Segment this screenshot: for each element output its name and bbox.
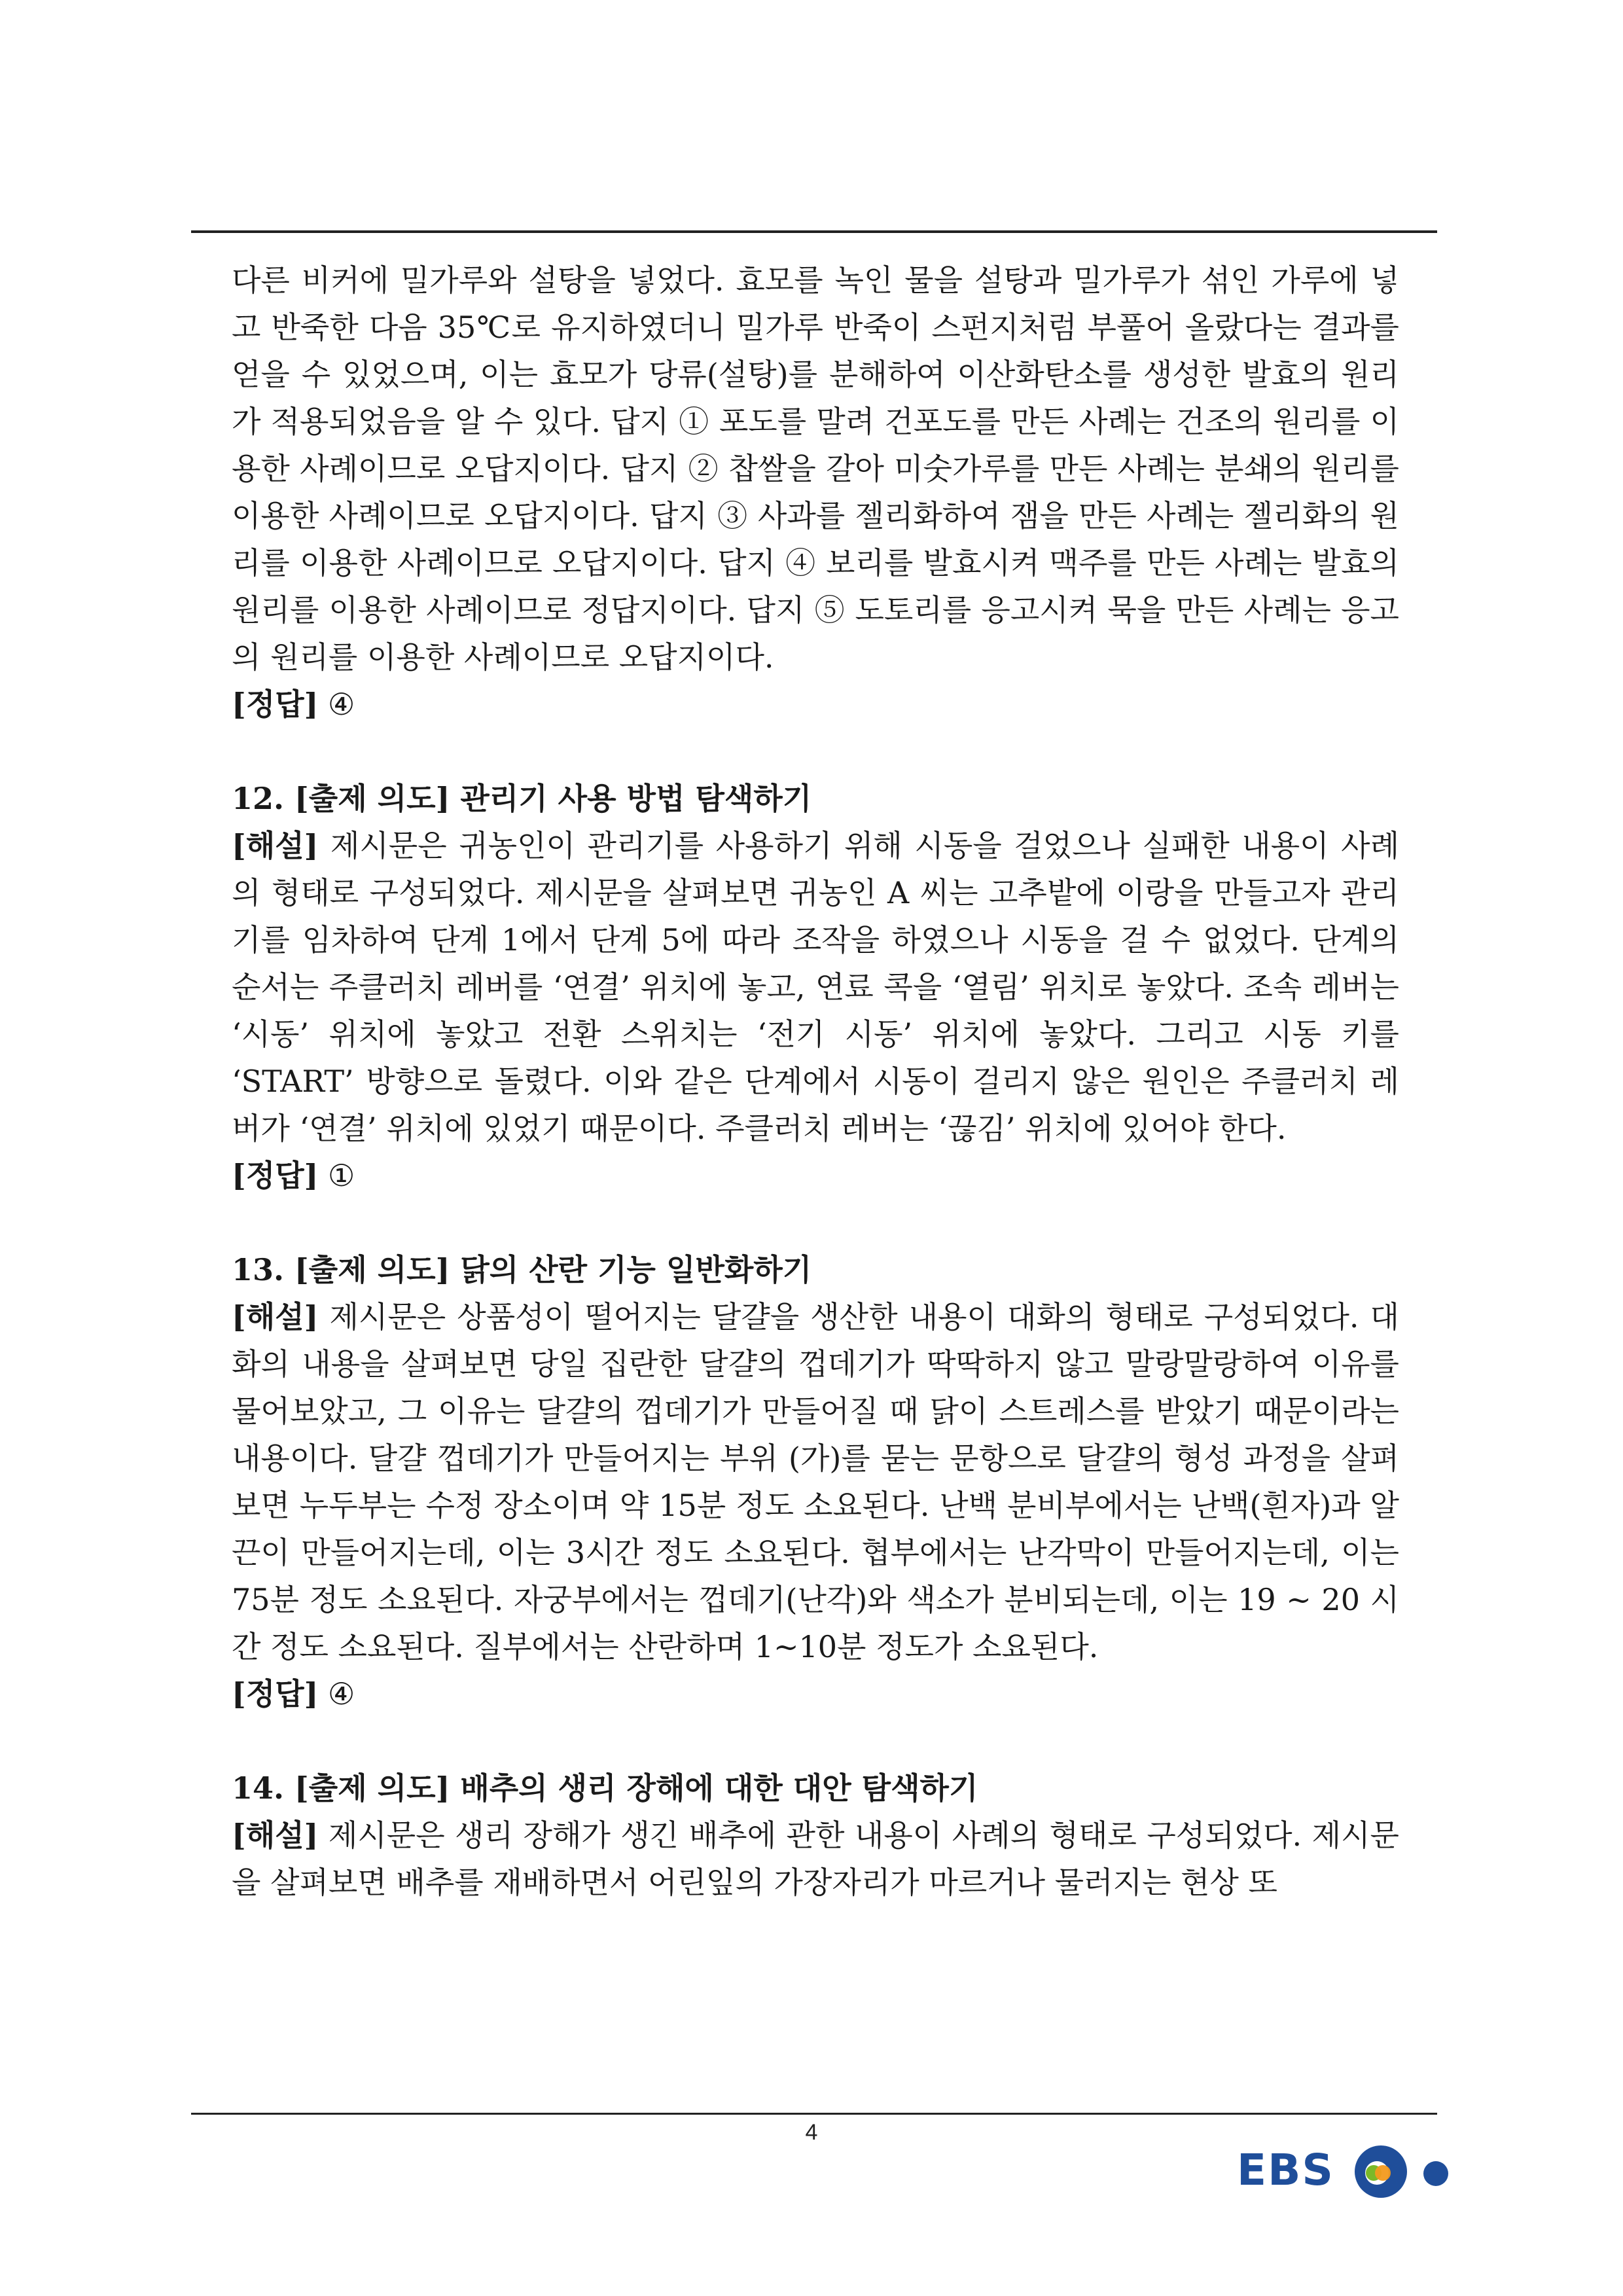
ebs-logo	[1237, 2135, 1453, 2207]
explain-text: 제시문은 상품성이 떨어지는 달걀을 생산한 내용이 대화의 형태로 구성되었다. 대화의 내용을 살펴보면 당일 집란한 달걀의 껍데기가 딱딱하지 않고 말랑말랑하여 이유를 물어보았고, 그 이유는 달걀의 껍데기가 만들어질 때 닭이 스트레스를 받았기 때문이라는 내용이다. 달걀 껍데기가 만들어지는 부위 (가)를 묻는 문항으로 달걀의 형성 과정을 살펴보면 누두부는 수정 장소이며 약 15분 정도 소요된다. 난백 분비부에서는 난백(흰자)과 알끈이 만들어지는데, 이는 3시간 정도 소요된다. 협부에서는 난각막이 만들어지는데, 이는 75분 정도 소요된다. 자궁부에서는 껍데기(난각)와 색소가 분비되는데, 이는 19 ~ 20 시간 정도 소요된다. 질부에서는 산란하며 1~10분 정도가 소요된다.	[232, 1299, 1399, 1664]
q11-answer	[232, 681, 1399, 728]
q12-title: 12. [출제 의도] 관리기 사용 방법 탐색하기	[232, 781, 812, 816]
answer-value: ④	[328, 1676, 355, 1712]
q12-answer	[232, 1152, 1399, 1199]
q12-explanation	[232, 822, 1399, 1152]
explain-label: [해설]	[232, 1818, 319, 1853]
answer-value: ④	[328, 687, 355, 722]
q13-answer	[232, 1670, 1399, 1717]
q14-title: 14. [출제 의도] 배추의 생리 장해에 대한 대안 탐색하기	[232, 1770, 978, 1806]
page-content	[232, 257, 1399, 1906]
header-rule	[191, 230, 1437, 233]
ebs-logo-icon	[1353, 2144, 1452, 2199]
answer-label: [정답]	[232, 1676, 319, 1712]
footer-rule	[191, 2113, 1437, 2115]
answer-label: [정답]	[232, 687, 319, 722]
q13-title: 13. [출제 의도] 닭의 산란 기능 일반화하기	[232, 1252, 812, 1287]
q11-explanation-continued: 다른 비커에 밀가루와 설탕을 넣었다. 효모를 녹인 물을 설탕과 밀가루가 섞인 가루에 넣고 반죽한 다음 35℃로 유지하였더니 밀가루 반죽이 스펀지처럼 부풀어 올랐다는 결과를 얻을 수 있었으며, 이는 효모가 당류(설탕)를 분해하여 이산화탄소를 생성한 발효의 원리가 적용되었음을 알 수 있다. 답지 ① 포도를 말려 건포도를 만든 사례는 건조의 원리를 이용한 사례이므로 오답지이다. 답지 ② 찹쌀을 갈아 미숫가루를 만든 사례는 분쇄의 원리를 이용한 사례이므로 오답지이다. 답지 ③ 사과를 젤리화하여 잼을 만든 사례는 젤리화의 원리를 이용한 사례이므로 오답지이다. 답지 ④ 보리를 발효시켜 맥주를 만든 사례는 발효의 원리를 이용한 사례이므로 정답지이다. 답지 ⑤ 도토리를 응고시켜 묵을 만든 사례는 응고의 원리를 이용한 사례이므로 오답지이다.	[232, 262, 1399, 675]
page-number: 4	[805, 2120, 818, 2145]
explain-text: 제시문은 귀농인이 관리기를 사용하기 위해 시동을 걸었으나 실패한 내용이 사례의 형태로 구성되었다. 제시문을 살펴보면 귀농인 A 씨는 고추밭에 이랑을 만들고자 관리기를 임차하여 단계 1에서 단계 5에 따라 조작을 하였으나 시동을 걸 수 없었다. 단계의 순서는 주클러치 레버를 ‘연결’ 위치에 놓고, 연료 콕을 ‘열림’ 위치로 놓았다. 조속 레버는 ‘시동’ 위치에 놓았고 전환 스위치는 ‘전기 시동’ 위치에 놓았다. 그리고 시동 키를 ‘START’ 방향으로 돌렸다. 이와 같은 단계에서 시동이 걸리지 않은 원인은 주클러치 레버가 ‘연결’ 위치에 있었기 때문이다. 주클러치 레버는 ‘끊김’ 위치에 있어야 한다.	[232, 828, 1399, 1146]
ebs-logo-text: EBS	[1237, 2145, 1334, 2195]
explain-label: [해설]	[232, 1299, 319, 1335]
q14-explanation	[232, 1812, 1399, 1906]
q13-explanation	[232, 1293, 1399, 1670]
answer-label: [정답]	[232, 1158, 319, 1193]
answer-value: ①	[328, 1158, 355, 1193]
explain-label: [해설]	[232, 828, 319, 863]
explain-text: 제시문은 생리 장해가 생긴 배추에 관한 내용이 사례의 형태로 구성되었다. 제시문을 살펴보면 배추를 재배하면서 어린잎의 가장자리가 마르거나 물러지는 현상 또	[232, 1818, 1399, 1900]
